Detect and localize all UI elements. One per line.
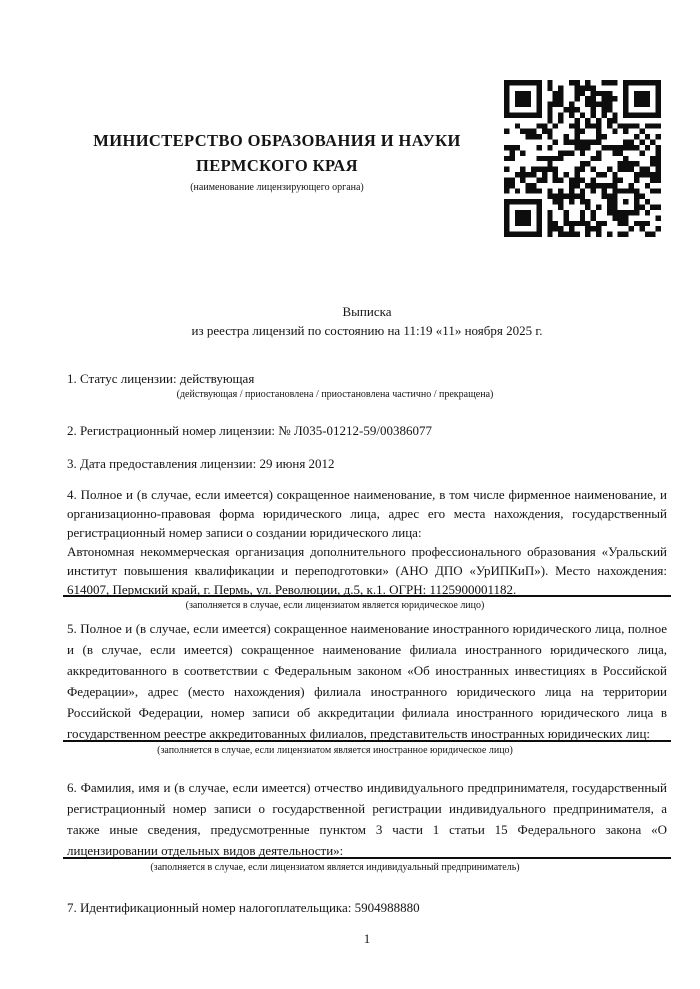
legal-entity-block	[67, 485, 667, 613]
license-status-line: 1. Статус лицензии: действующая	[67, 371, 255, 386]
license-issue-date-block	[67, 454, 667, 473]
legal-entity-value: Автономная некоммерческая организация дополнительного профессионального образования «Уральский институт повышения квалификации и переподготовки» (АНО ДПО «УрИПКиП»). Место нахождения: 614007, Пермский край, г. Пермь, ул. Революции, д.5, к.1. ОГРН: 1125900001182.	[67, 544, 667, 597]
page-number: 1	[363, 931, 371, 946]
foreign-entity-block	[67, 618, 667, 758]
license-status-block	[67, 369, 667, 402]
foreign-entity-caption: (заполняется в случае, если лицензиатом является иностранное юридическое лицо)	[157, 745, 513, 756]
qr-code	[504, 80, 661, 237]
document-title-block	[67, 302, 667, 340]
entrepreneur-label: 6. Фамилия, имя и (в случае, если имеется) отчество индивидуального предпринимателя, государственный регистрационный номер записи о государственной регистрации индивидуального предпринимателя, а также иные сведения, предусмотренные пунктом 3 части 1 статьи 15 Федерального закона «О лицензировании отдельных видов деятельности»:	[67, 780, 667, 858]
taxpayer-id-line: 7. Идентификационный номер налогоплательщика: 5904988880	[67, 900, 420, 915]
status-options-caption: (действующая / приостановлена / приостановлена частично / прекращена)	[176, 389, 494, 400]
legal-entity-caption: (заполняется в случае, если лицензиатом является юридическое лицо)	[185, 600, 485, 611]
ministry-name-line2: ПЕРМСКОГО КРАЯ	[196, 156, 358, 175]
taxpayer-id-block	[67, 898, 667, 917]
license-number-block	[67, 421, 667, 440]
legal-entity-label: 4. Полное и (в случае, если имеется) сокращенное наименование, в том числе фирменное наименование, и организационно-правовая форма юридического лица, адрес его места нахождения, государственный регистрационный номер записи о создании юридического лица:	[67, 487, 667, 540]
entrepreneur-caption: (заполняется в случае, если лицензиатом является индивидуальный предприниматель)	[150, 862, 520, 873]
license-issue-date-line: 3. Дата предоставления лицензии: 29 июня 2012	[67, 456, 335, 471]
foreign-entity-label: 5. Полное и (в случае, если имеется) сокращенное наименование иностранного юридического лица, полное и (в случае, если имеется) сокращенное наименование филиала иностранного юридического лица, аккредитованного в соответствии с Федеральным законом «Об иностранных инвестициях в Российской Федерации», адрес (место нахождения) филиала иностранного юридического лица на территории Российской Федерации, номер записи об аккредитации филиала иностранного юридического лица в государственном реестре аккредитованных филиалов, представительств иностранных юридических лиц:	[67, 621, 667, 741]
license-number-line: 2. Регистрационный номер лицензии: № Л035-01212-59/00386077	[67, 423, 433, 438]
entrepreneur-block	[67, 777, 667, 875]
document-title: Выписка	[342, 304, 392, 319]
ministry-caption: (наименование лицензирующего органа)	[190, 182, 364, 193]
document-subtitle: из реестра лицензий по состоянию на 11:19 «11» ноября 2025 г.	[191, 323, 543, 338]
licensing-authority-header	[67, 128, 487, 194]
ministry-name-line1: МИНИСТЕРСТВО ОБРАЗОВАНИЯ И НАУКИ	[93, 131, 461, 150]
